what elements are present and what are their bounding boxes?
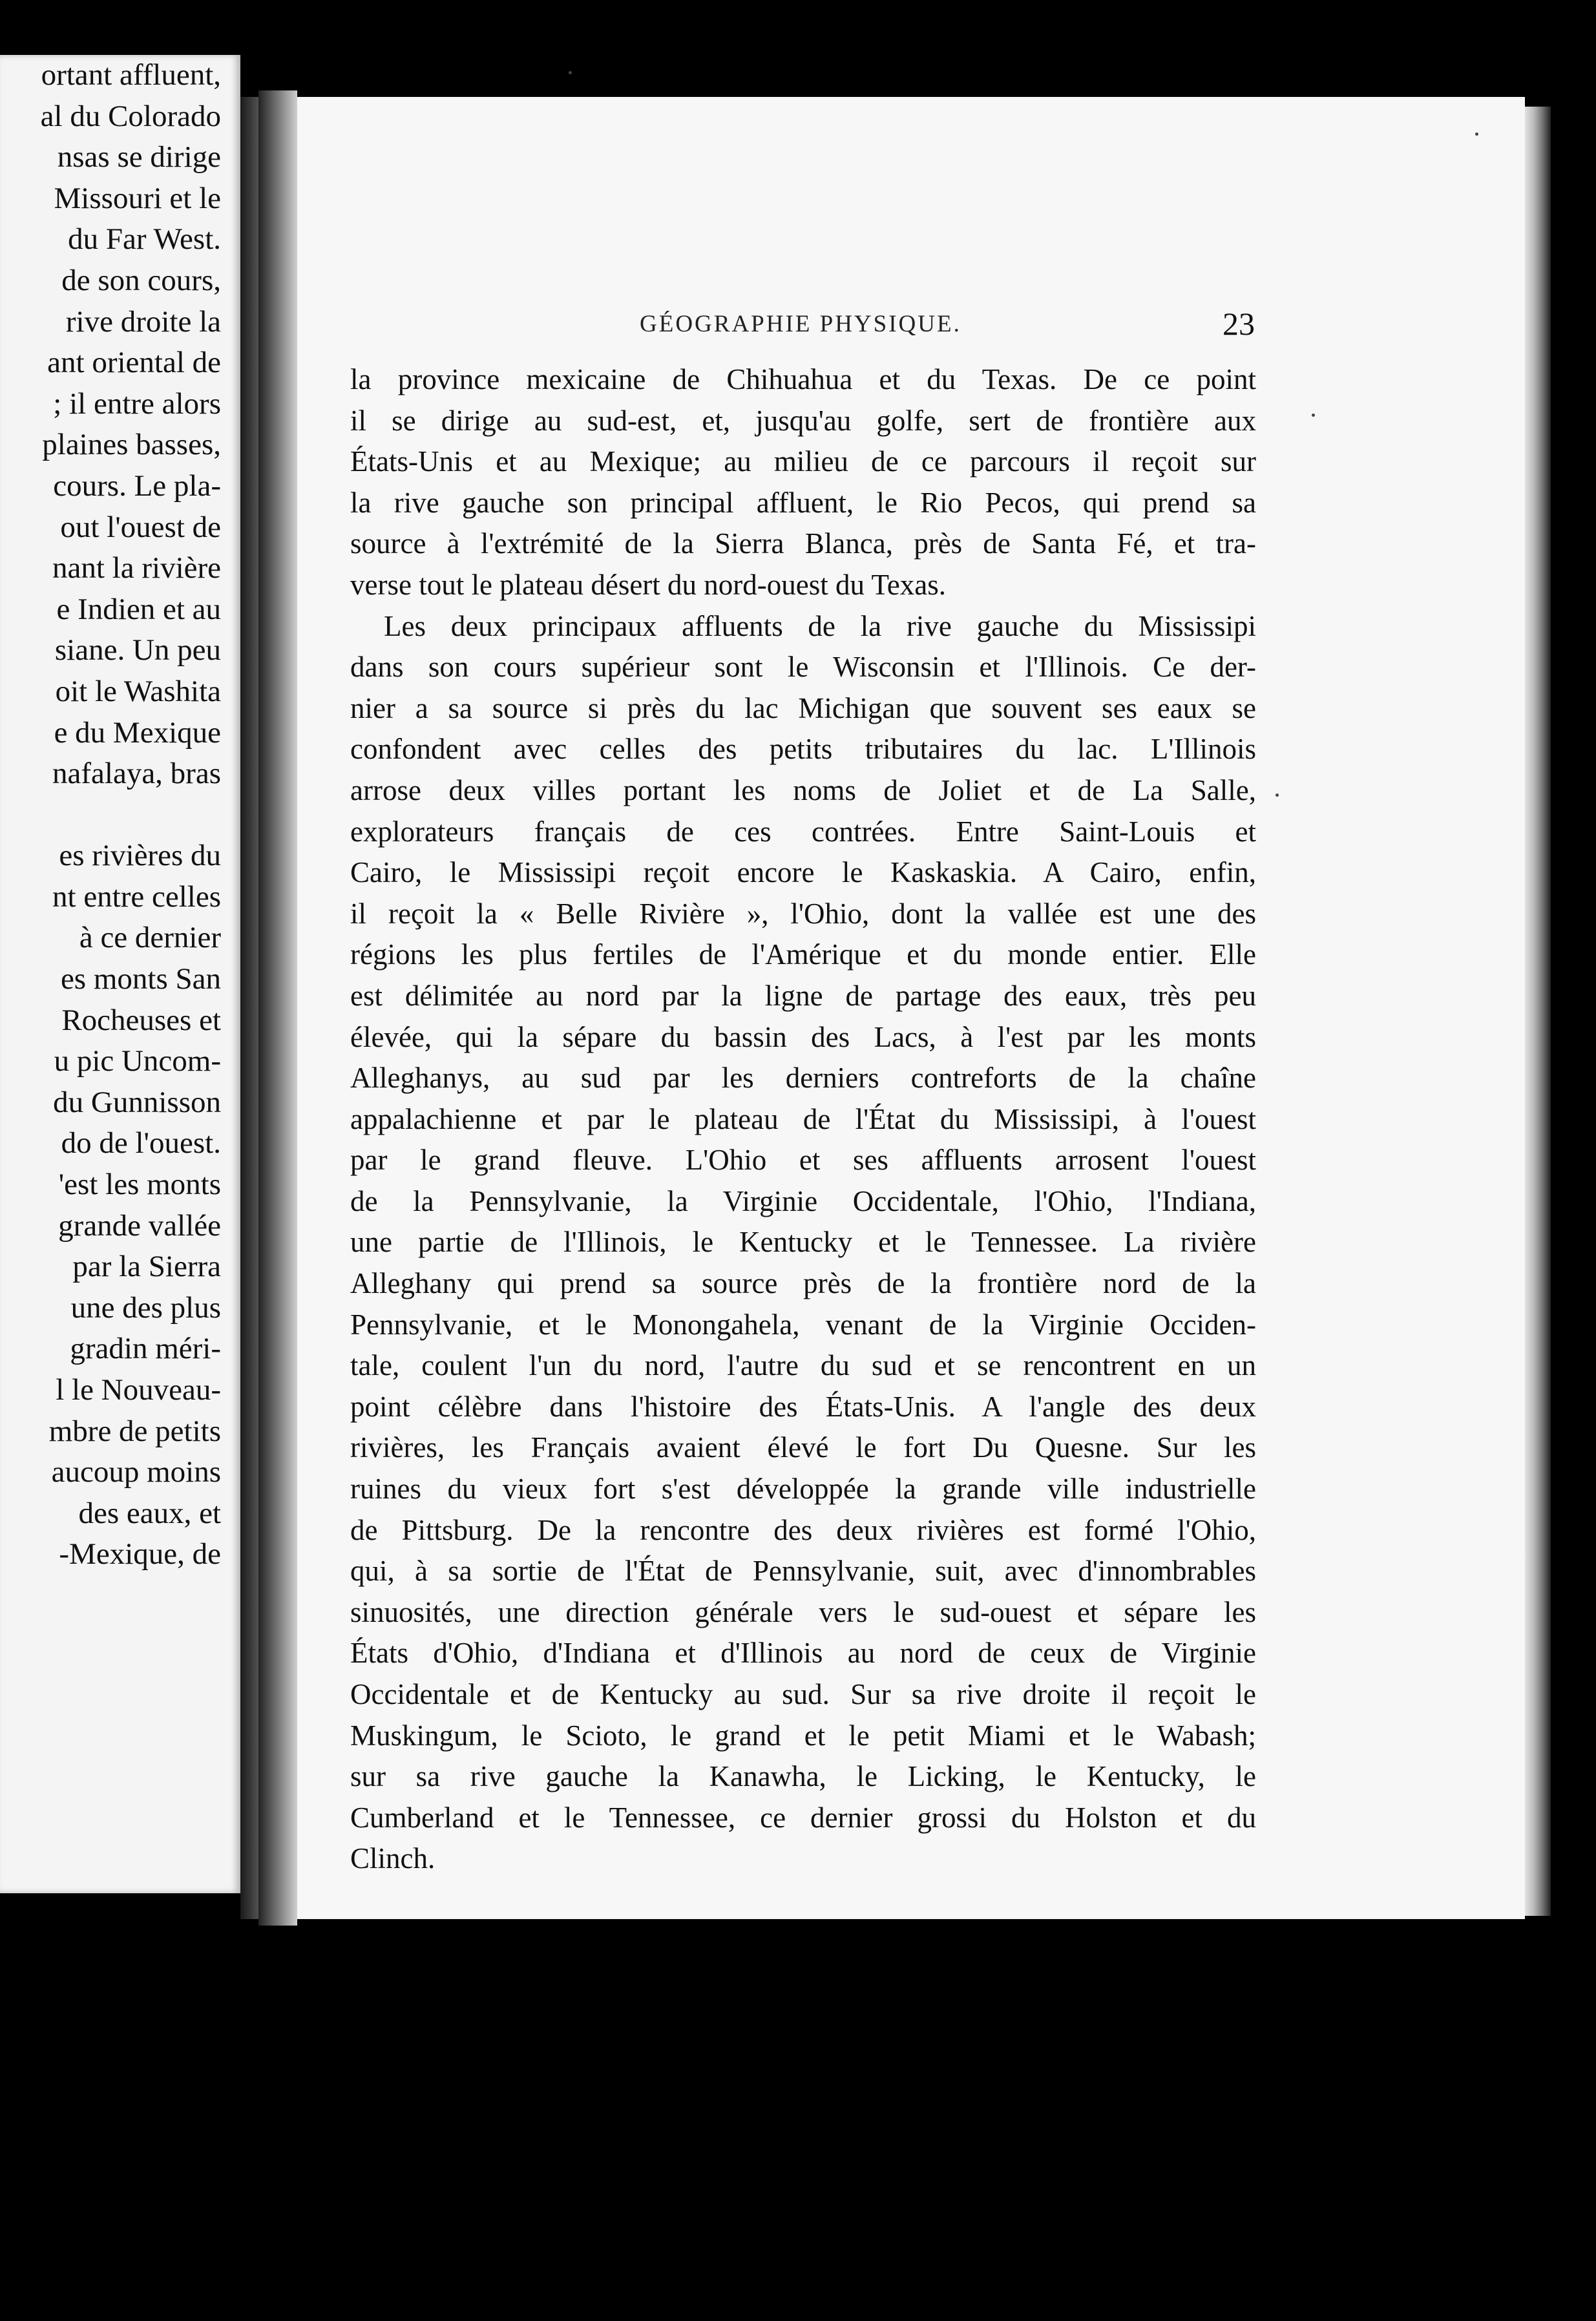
text-line: est délimitée au nord par la ligne de partage des eaux, très peu [350,979,1256,1012]
left-line: do de l'ouest. [61,1126,221,1160]
left-line: grande vallée [58,1208,221,1243]
text-line: dans son cours supérieur sont le Wisconsin et l'Illinois. Ce der- [350,651,1256,684]
text-line: Cairo, le Mississipi reçoit encore le Kaskaskia. A Cairo, enfin, [350,856,1256,889]
scan-speck [1276,793,1279,797]
text-line: de Pittsburg. De la rencontre des deux rivières est formé l'Ohio, [350,1513,1256,1546]
text-line: verse tout le plateau désert du nord-ouest du Texas. [350,568,946,601]
text-line: Cumberland et le Tennessee, ce dernier grossi du Holston et du [350,1801,1256,1834]
text-line: il se dirige au sud-est, et, jusqu'au golfe, sert de frontière aux [350,404,1256,437]
text-line: point célèbre dans l'histoire des États-Unis. A l'angle des deux [350,1390,1256,1423]
left-line: rive droite la [65,304,221,339]
left-page-text [0,55,221,1575]
left-line: e du Mexique [54,715,221,750]
left-page [0,55,240,1893]
left-line: Rocheuses et [61,1003,221,1037]
text-line: de la Pennsylvanie, la Virginie Occidentale, l'Ohio, l'Indiana, [350,1184,1256,1217]
left-line: out l'ouest de [60,510,221,544]
left-line: cours. Le pla- [53,468,221,503]
page-edge [1525,107,1551,1916]
text-line: nier a sa source si près du lac Michigan que souvent ses eaux se [350,691,1256,724]
left-line: ant oriental de [47,346,221,380]
scan-speck [569,71,572,74]
left-line: nant la rivière [52,551,221,585]
left-line: de son cours, [61,263,221,297]
left-line [0,795,221,836]
left-line: u pic Uncom- [54,1044,221,1078]
text-line: Occidentale et de Kentucky au sud. Sur sa rive droite il reçoit le [350,1678,1256,1710]
text-line: arrose deux villes portant les noms de Joliet et de La Salle, [350,773,1256,806]
text-line: rivières, les Français avaient élevé le fort Du Quesne. Sur les [350,1431,1256,1464]
left-line: aucoup moins [51,1455,221,1489]
left-line: -Mexique, de [59,1537,221,1571]
page-number: 23 [1223,306,1255,342]
text-line: Alleghany qui prend sa source près de la frontière nord de la [350,1267,1256,1300]
left-line: e Indien et au [56,592,221,626]
text-line: Les deux principaux affluents de la rive gauche du Mississipi [384,609,1256,642]
left-line: une des plus [70,1290,221,1325]
text-line: appalachienne et par le plateau de l'État du Mississipi, à l'ouest [350,1102,1256,1135]
scan-speck [1475,132,1478,136]
left-line: nsas se dirige [57,140,221,174]
text-line: élevée, qui la sépare du bassin des Lacs, à l'est par les monts [350,1020,1256,1053]
text-line: sinuosités, une direction générale vers le sud-ouest et sépare les [350,1595,1256,1628]
text-line: la province mexicaine de Chihuahua et du Texas. De ce point [350,363,1256,395]
text-line: ruines du vieux fort s'est développée la grande ville industrielle [350,1473,1256,1506]
gutter-shadow [258,90,297,1926]
text-line: sur sa rive gauche la Kanawha, le Licking, le Kentucky, le [350,1760,1256,1793]
text-line: régions les plus fertiles de l'Amérique et du monde entier. Elle [350,938,1256,971]
left-line: gradin méri- [70,1332,221,1366]
text-line: Clinch. [350,1842,436,1875]
text-line: Muskingum, le Scioto, le grand et le petit Miami et le Wabash; [350,1719,1256,1752]
left-line: 'est les monts [58,1168,221,1202]
text-line: il reçoit la « Belle Rivière », l'Ohio, dont la vallée est une des [350,897,1256,930]
left-line: ; il entre alors [53,386,221,421]
text-line: États-Unis et au Mexique; au milieu de ce parcours il reçoit sur [350,445,1256,478]
left-line: oit le Washita [55,674,221,708]
left-line: des eaux, et [78,1496,221,1530]
text-line: source à l'extrémité de la Sierra Blanca, près de Santa Fé, et tra- [350,527,1256,560]
left-line: es monts San [60,962,221,996]
left-line: l le Nouveau- [56,1373,221,1407]
text-line: une partie de l'Illinois, le Kentucky et le Tennessee. La rivière [350,1226,1256,1259]
text-line: tale, coulent l'un du nord, l'autre du sud et se rencontrent en un [350,1349,1256,1382]
left-line: siane. Un peu [54,633,221,667]
left-line: nt entre celles [52,879,221,914]
left-line: mbre de petits [48,1414,221,1448]
body-text [350,359,1256,1880]
text-line: Alleghanys, au sud par les derniers contreforts de la chaîne [350,1062,1256,1095]
left-line: du Gunnisson [53,1085,221,1119]
left-line: nafalaya, bras [52,757,221,791]
left-line: Missouri et le [54,181,221,215]
left-line: es rivières du [59,839,221,873]
left-line: plaines basses, [42,428,221,462]
text-line: États d'Ohio, d'Indiana et d'Illinois au nord de ceux de Virginie [350,1637,1256,1670]
left-line: à ce dernier [79,921,221,955]
left-line: ortant affluent, [41,58,221,92]
left-line: par la Sierra [72,1250,221,1284]
text-line: explorateurs français de ces contrées. Entre Saint-Louis et [350,815,1256,848]
text-line: par le grand fleuve. L'Ohio et ses affluents arrosent l'ouest [350,1144,1256,1177]
scan-speck [1312,414,1315,417]
running-head: GÉOGRAPHIE PHYSIQUE. [640,311,961,337]
text-line: qui, à sa sortie de l'État de Pennsylvanie, suit, avec d'innombrables [350,1555,1256,1588]
left-line: du Far West. [68,222,221,257]
text-line: Pennsylvanie, et le Monongahela, venant de la Virginie Occiden- [350,1308,1256,1341]
text-line: la rive gauche son principal affluent, le Rio Pecos, qui prend sa [350,486,1256,519]
left-line: al du Colorado [40,99,221,133]
text-line: confondent avec celles des petits tributaires du lac. L'Illinois [350,733,1256,766]
